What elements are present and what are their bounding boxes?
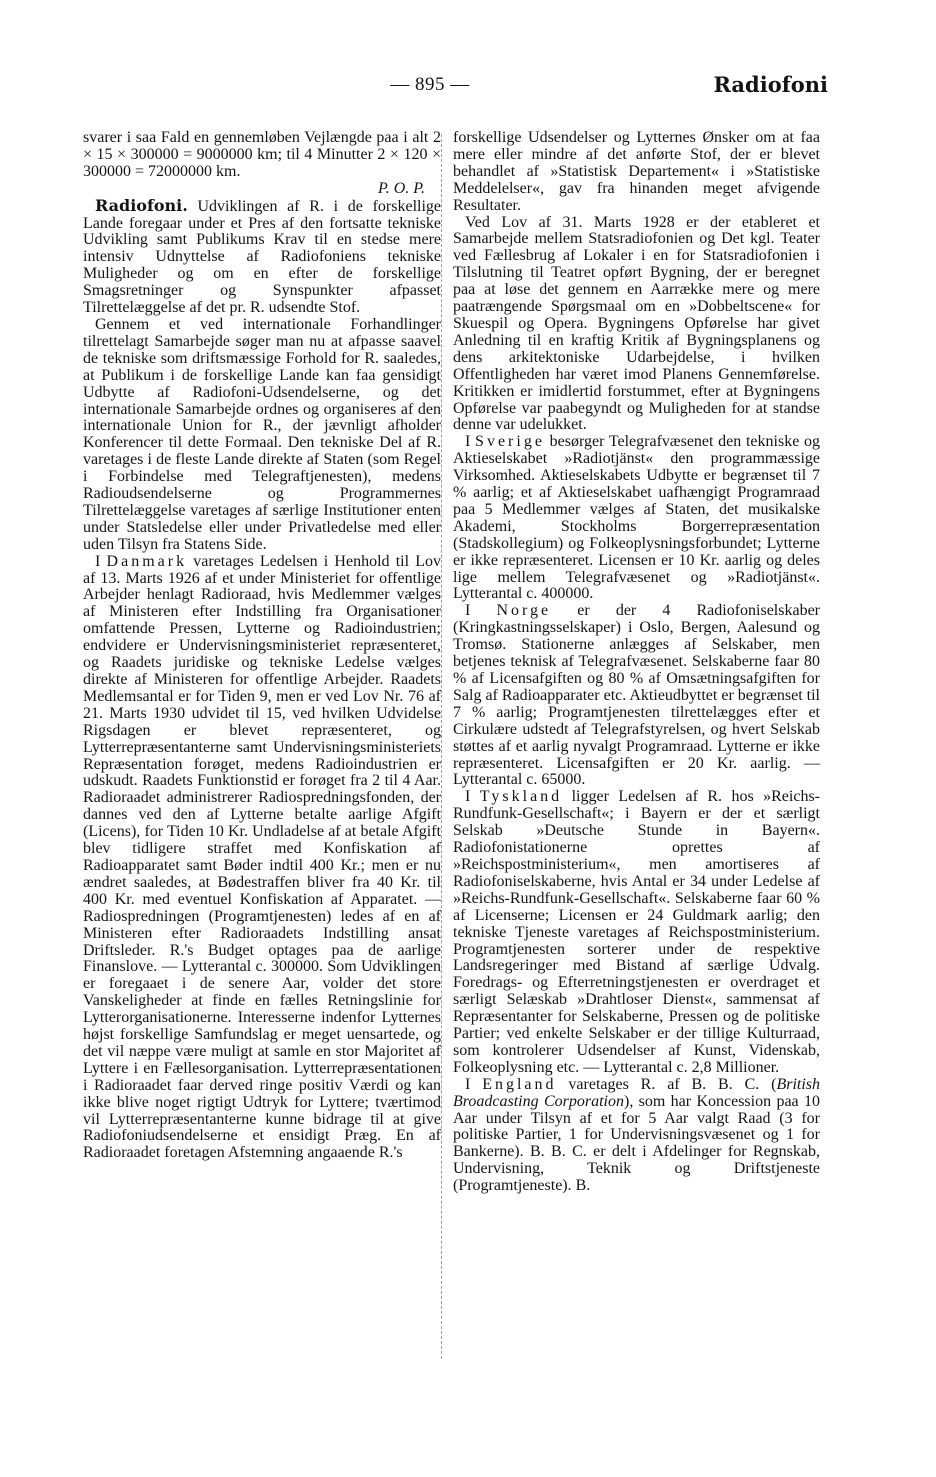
left-column	[83, 130, 441, 1162]
country-name: Norge	[496, 602, 552, 620]
paragraph	[453, 1077, 820, 1195]
paragraph	[83, 554, 441, 1163]
country-name: England	[482, 1075, 557, 1093]
paragraph-text: varetages Ledelsen i Henhold til Lov af 13. Marts 1926 af et under Ministeriet for offentlige Arbejder henlagt Radioraad, hvis Medlemmer vælges af Ministeren efter Indstilling fra Organisationer omfattende Pressen, Lytterne og Radioindustrien; endvidere er Undervisningsministeriet repræsenteret, og Raadets juridiske og tekniske Ledelse vælges direkte af Ministeren for offentlige Arbejder. Raadets Medlemsantal er for Tiden 9, men er ved Lov Nr. 76 af 21. Marts 1930 udvidet til 15, ved hvilken Udvidelse Rigsdagen er blevet repræsenteret, og Lytterrepræsentanterne samt Undervisningsministeriets Repræsentation forøget, medens Radioindustrien er udskudt. Raadets Funktionstid er forøget fra 2 til 4 Aar. Radioraadet administrerer Radiospredningsfonden, der dannes ved den af Lytterne betalte aarlige Afgift (Licens), for Tiden 10 Kr. Undladelse af at betale Afgift blev tidligere straffet med Konfiskation af Radioapparatet samt Bøder indtil 400 Kr.; men er nu ændret saaledes, at Bødestraffen bliver fra 40 Kr. til 400 Kr. med eventuel Konfiskation af Apparatet. — Radiospredningen (Programtjenesten) ledes af en af Ministeren efter Radioraadets Indstilling ansat Driftsleder. R.'s Budget optages paa de aarlige Finanslove. — Lytterantal c. 300000. Som Udviklingen er foregaaet i de senere Aar, volder det store Vanskeligheder at finde en fælles Retningslinie for Lytterorganisationerne. Interesserne indenfor Lytternes højst forskellige Samfundslag er meget uensartede, og det vil næppe være muligt at samle en stor Majoritet af Lyttere i en Fællesorganisation. Lytterrepræsentationen i Radioraadet faar derved ringe positiv Værdi og kan ikke blive noget rigtigt Udtryk for Lyttere; tværtimod vil Lytterrepræsentanterne kunne bidrage til at give Radiofoniudsendelserne et ensidigt Præg. En af Radioraadet foretagen Afstemning angaaende R.'s	[83, 552, 442, 1162]
entry-headword: Radiofoni.	[95, 195, 188, 215]
country-name: Danmark	[106, 552, 188, 570]
paragraph: svarer i saa Fald en gennemløben Vejlængde paa i alt 2 × 15 × 300000 = 9000000 km; til 4 Minutter 2 × 120 × 300000 = 72000000 km.	[83, 129, 441, 180]
country-name: Sverige	[475, 433, 545, 451]
paragraph	[83, 195, 441, 317]
paragraph	[453, 789, 820, 1076]
paragraph-prefix: I	[465, 602, 471, 620]
paragraph-prefix: I	[465, 788, 471, 806]
paragraph-text: Udviklingen af R. i de forskellige Lande foregaar under et Pres af den fortsatte tekniske Udvikling samt Publikums Krav til en stedse mere intensiv Udnyttelse af Radiofoniens tekniske Muligheder og om en efter de forskellige Smagsretninger og Synspunkter afpasset Tilrettelæggelse af det pr. R. udsendte Stof.	[83, 197, 441, 317]
paragraph	[453, 603, 820, 789]
paragraph-text: ligger Ledelsen af R. hos »Reichs-Rundfunk-Gesellschaft«; i Bayern er der et særligt Selskab »Deutsche Stunde in Bayern«. Radiofonistationerne oprettes af »Reichspostministerium«, men amortiseres af Radiofoniselskaberne, hvis Antal er 34 under Ledelse af »Reichs-Rundfunk-Gesellschaft«. Selskaberne faar 60 % af Licenserne; Licensen er 24 Guldmark aarlig; den tekniske Tjeneste varetages af Reichspostministerium. Programtjenesten sorterer under de respektive Landsregeringer med Bistand af særlige Udvalg. Foredrags- og Efterretningstjenesten er overdraget et særligt Selæskab »Drahtloser Dienst«, sammensat af Repræsentanter for Selskaberne, Pressen og de politiske Partier; ved enkelte Selskaber er der tillige Kulturraad, som kontrolerer Udsendelser af Kunst, Videnskab, Folkeoplysning etc. — Lytterantal c. 2,8 Millioner.	[453, 788, 820, 1076]
paragraph: forskellige Udsendelser og Lytternes Ønsker om at faa mere eller mindre af det anførte Stof, der er blevet behandlet af »Statistisk Departement« i »Statistiske Meddelelser«, gav fra hinanden meget afvigende Resultater.	[453, 129, 820, 214]
paragraph-text: er der 4 Radiofoniselskaber (Kringkastningsselskaper) i Oslo, Bergen, Aalesund og Tromsø. Stationerne anlægges af Selskaber, men betjenes teknisk af Telegrafvæsenet. Selskaberne faar 80 % af Licensafgiften og 80 % af Omsætningsafgiften for Salg af Radioapparater etc. Aktieudbyttet er begrænset til 7 % aarlig; Programtjenesten tilrettelægges efter et Cirkulære udstedt af Telegrafstyrelsen, og hvert Selskab støttes af et aarlig nyvalgt Programraad. Lytterne er ikke repræsenteret. Licensafgiften er 20 Kr. aarlig. — Lytterantal c. 65000.	[453, 602, 821, 789]
author-signature: P. O. P.	[378, 179, 425, 197]
country-name: Tyskland	[479, 788, 563, 806]
paragraph: Ved Lov af 31. Marts 1928 er der etableret et Samarbejde mellem Statsradiofonien og Det kgl. Teater ved Fællesbrug af Lokaler i en for Statsradiofonien i Tilslutning til Teatret opført Bygning, der er beregnet paa at løse det gennem en Aarrække mere og mere paatrængende Spørgsmaal om en »Dobbeltscene« for Skuespil og Opera. Bygningens Opførelse har givet Anledning til en kraftig Kritik af Bygningsplanens og dens arkitektoniske Udarbejdelse, i hvilken Offentligheden har været imod Planens Gennemførelse. Kritikken er imidlertid forstummet, efter at Bygningens Opførelse var paabegyndt og Muligheden for at standse denne var udelukket.	[453, 213, 820, 434]
paragraph-text: ), som har Koncession paa 10 Aar under Tilsyn af et for 5 Aar valgt Raad (3 for politiske Partier, 1 for Undervisningsvæsenet og 1 for Bankerne). B. B. C. er delt i Afdelinger for Regnskab, Undervisning, Teknik og Driftstjeneste (Programtjeneste). B.	[453, 1092, 820, 1195]
right-column	[453, 130, 820, 1195]
paragraph-text: varetages R. af B. B. C. (	[568, 1075, 777, 1093]
paragraph-prefix: I	[95, 552, 101, 570]
paragraph-prefix: I	[465, 1075, 471, 1093]
paragraph: Gennem et ved internationale Forhandlinger tilrettelagt Samarbejde søger man nu at afpasse saavel de tekniske som driftsmæssige Forhold for R. saaledes, at Publikum i de forskellige Lande kan faa gensidigt Udbytte af Radiofoni-Udsendelserne, og det internationale Samarbejde ordnes og organiseres af den internationale Union for R., der jævnligt afholder Konferencer til dette Formaal. Den tekniske Del af R. varetages i de fleste Lande direkte af Staten (som Regel i Forbindelse med Telegraftjenesten), medens Radioudsendelserne og Programmernes Tilrettelæggelse varetages af særlige Institutioner enten under Statsledelse eller under Privatledelse med eller uden Tilsyn fra Statens Side.	[83, 315, 441, 553]
italic-text: British Broadcasting Corporation	[453, 1075, 821, 1110]
paragraph-prefix: I	[465, 433, 471, 451]
running-head: Radiofoni	[713, 72, 828, 97]
paragraph-text: besørger Telegrafvæsenet den tekniske og Aktieselskabet »Radiotjänst« den programmæssige Virksomhed. Aktieselskabets Udbytte er begrænset til 7 % aarlig; et af Aktieselskabet uafhængigt Programraad paa 5 Medlemmer vælges af Staten, det musikalske Akademi, Stockholms Borgerrepræsentation (Stadskollegium) og Folkeoplysningsforbundet; Lytterne er ikke repræsenteret. Licensen er 10 Kr. aarlig og deles lige mellem Telegrafvæsenet og »Radiotjänst«. Lytterantal c. 400000.	[453, 433, 821, 603]
page-number: — 895 —	[390, 74, 470, 95]
column-divider	[441, 134, 442, 1359]
paragraph	[453, 434, 820, 603]
